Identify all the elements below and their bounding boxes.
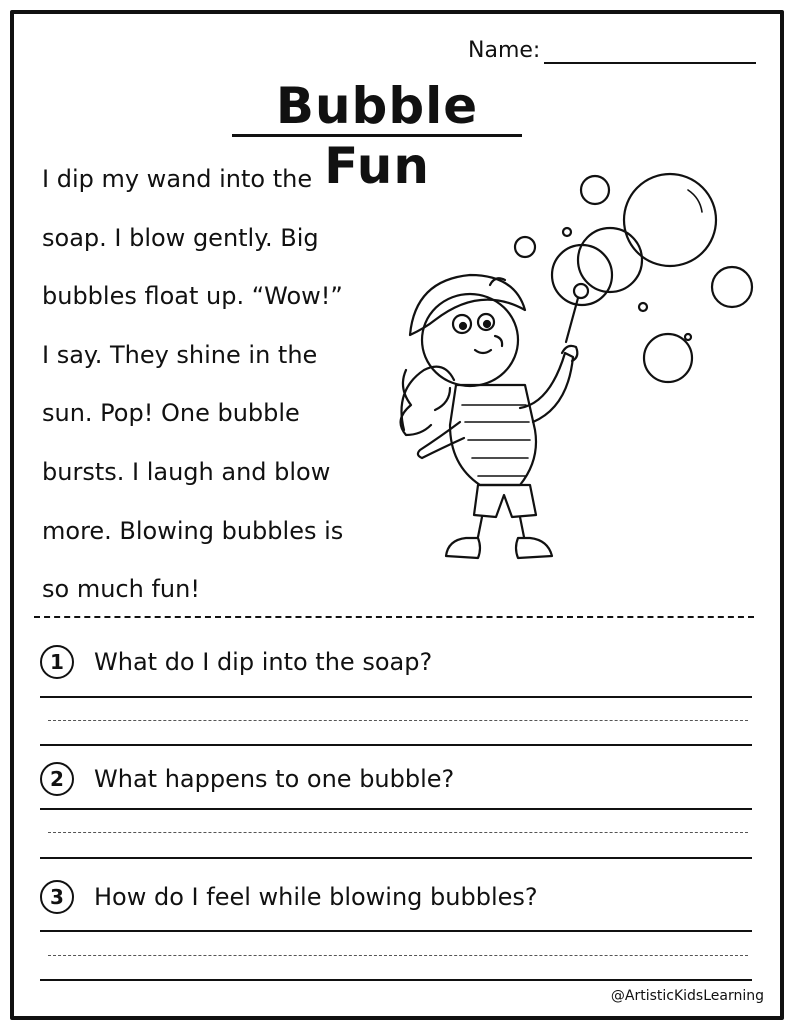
answer-line-mid[interactable]	[48, 832, 748, 833]
answer-line-mid[interactable]	[48, 720, 748, 721]
question-3	[40, 880, 538, 914]
title-underline	[232, 134, 522, 137]
section-divider	[34, 616, 754, 618]
child-blowing-bubbles-illustration	[370, 160, 770, 560]
story-line: soap. I blow gently. Big	[42, 223, 319, 252]
bubble-icon	[644, 334, 692, 382]
story-text	[42, 150, 372, 619]
question-number: 1	[40, 645, 74, 679]
bubble-icon	[712, 267, 752, 307]
page-title: Bubble Fun	[275, 77, 479, 195]
question-2	[40, 762, 454, 796]
bubble-icon	[624, 174, 716, 266]
answer-line-top[interactable]	[40, 808, 752, 810]
answer-line-top[interactable]	[40, 696, 752, 698]
question-1	[40, 645, 432, 679]
question-number: 3	[40, 880, 74, 914]
bubble-icon	[515, 237, 535, 257]
story-line: I say. They shine in the	[42, 340, 318, 369]
story-line: more. Blowing bubbles is	[42, 516, 344, 545]
story-line: bubbles float up. “Wow!”	[42, 282, 343, 311]
name-field	[468, 38, 756, 64]
question-text: What happens to one bubble?	[94, 765, 455, 793]
bubble-icon	[563, 228, 571, 236]
answer-line-bottom[interactable]	[40, 979, 752, 981]
name-write-line[interactable]	[544, 38, 756, 64]
answer-line-bottom[interactable]	[40, 744, 752, 746]
question-text: How do I feel while blowing bubbles?	[94, 883, 538, 911]
story-line: sun. Pop! One bubble	[42, 399, 300, 428]
bubble-icon	[581, 176, 609, 204]
answer-line-top[interactable]	[40, 930, 752, 932]
question-text: What do I dip into the soap?	[94, 648, 433, 676]
story-line: I dip my wand into the	[42, 165, 313, 193]
story-line: bursts. I laugh and blow	[42, 457, 331, 486]
name-label: Name:	[468, 38, 541, 63]
answer-line-mid[interactable]	[48, 955, 748, 956]
bubble-icon	[685, 334, 691, 340]
story-line: so much fun!	[42, 575, 200, 604]
bubble-icon	[639, 303, 647, 311]
question-number: 2	[40, 762, 74, 796]
wand-loop-icon	[574, 284, 588, 298]
answer-line-bottom[interactable]	[40, 857, 752, 859]
credit-text: @ArtisticKidsLearning	[610, 988, 764, 1004]
